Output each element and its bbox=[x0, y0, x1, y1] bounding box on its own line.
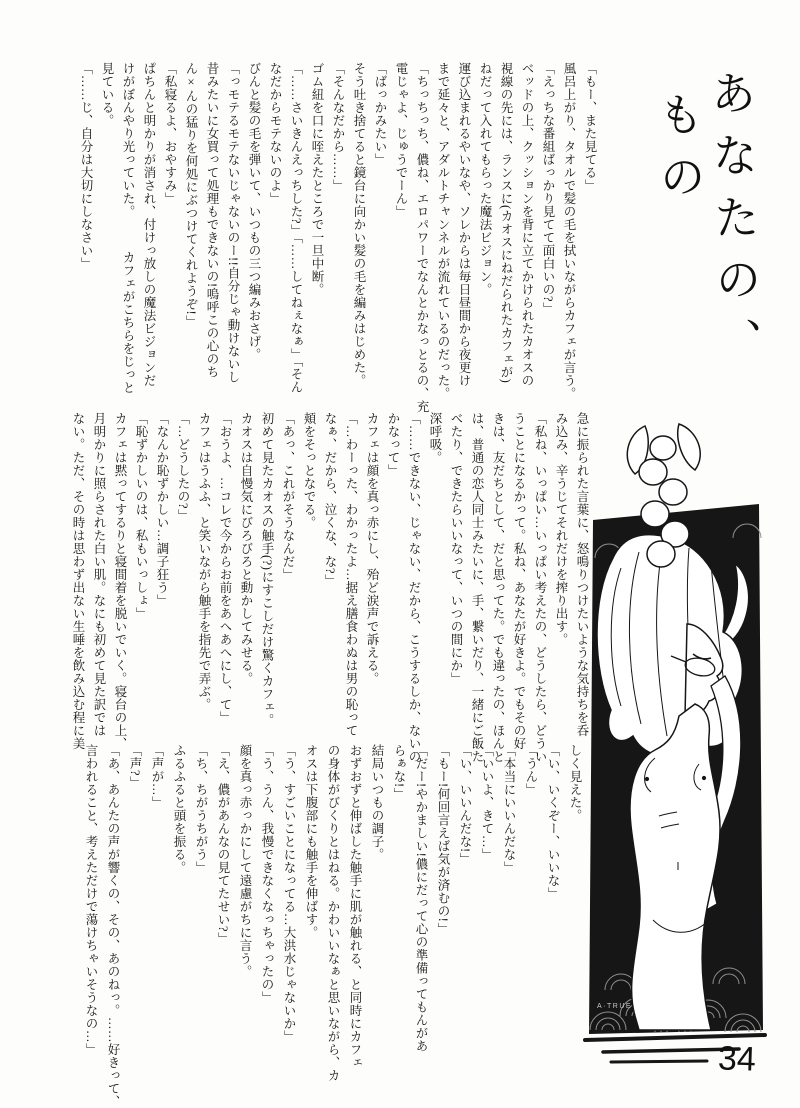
text-column: おずおずと伸ばした触手に肌が触れる、と同時にカフェ bbox=[348, 744, 362, 1069]
text-column: しく見えた。 bbox=[568, 744, 582, 822]
text-column: 見ている。 bbox=[100, 62, 114, 127]
text-column: 「あっ、これがそうなんだ」 bbox=[281, 412, 295, 581]
artist-signature: A·TRUE bbox=[597, 1003, 633, 1010]
text-column: べたり、できたらいいなって、いつの間にか」 bbox=[449, 412, 463, 685]
text-column: かなって」 bbox=[386, 412, 400, 477]
title-line-2: もの bbox=[651, 90, 707, 216]
text-column: 初めて見たカオスの触手(?)にすこしだけ驚くカフェ。 bbox=[260, 412, 274, 727]
text-column: み込み、辛うじてそれだけを搾り出す。 bbox=[554, 412, 568, 646]
text-column: 「私ね、いっぱい…いっぱい考えたの、どうしたら、どうい bbox=[533, 412, 547, 763]
text-column: ん×んの猛りを何処にぶつけてくれようぞ!」 bbox=[184, 62, 198, 329]
text-column: ない。ただ、その時は思わず出ない生唾を飲み込む程に美 bbox=[71, 412, 85, 750]
text-column: 「いいよ、きて…」 bbox=[480, 744, 494, 861]
text-column: きは、友だちとして、だと思ってた。でも違ったの、ほんと bbox=[491, 412, 505, 763]
text-block-top bbox=[75, 62, 600, 414]
text-column: 「恥ずかしいのは、私もいっしょ」 bbox=[134, 412, 148, 620]
text-column: ねだって入れてもらった魔法ビジョン。 bbox=[478, 62, 492, 296]
text-column: 「もー!何回言えば気が済むの!」 bbox=[436, 744, 450, 936]
title-line-1: あなたの、 bbox=[703, 68, 765, 380]
text-column: まで延々と、アダルトチャンネルが流れているのだった。 bbox=[436, 62, 450, 400]
text-column: 風呂上がり、タオルで髪の毛を拭いながらカフェが言う。 bbox=[562, 62, 576, 400]
text-column: オスは下腹部にも触手を伸ばす。 bbox=[304, 744, 318, 939]
text-column: 「なんか恥ずかしい…調子狂う」 bbox=[155, 412, 169, 607]
text-column: カフェは黙ってするりと寝間着を脱いでいく。寝台の上、 bbox=[113, 412, 127, 750]
text-column: ふるふると頭を振る。 bbox=[172, 744, 186, 874]
text-block-bottom bbox=[80, 744, 586, 1108]
text-column: 頬をそっとなでる。 bbox=[302, 412, 316, 529]
text-column: 顔を真っ赤っかにして遠慮がちに言う。 bbox=[238, 744, 252, 978]
text-column: 視線の先には、ランスに(カオスにねだられたカフェが) bbox=[499, 62, 513, 384]
page-number: 34 bbox=[717, 1039, 757, 1079]
text-column: うことになるかって。私ね、あなたが好きよ。でもその好 bbox=[512, 412, 526, 750]
text-column: らぁな!」 bbox=[392, 744, 406, 801]
text-column: 「……じ、自分は大切にしなさい」 bbox=[79, 62, 93, 270]
text-column: カフェはうふふ、と笑いながら触手を指先で弄ぶ。 bbox=[197, 412, 211, 711]
text-column: 月明かりに照らされた白い肌。なにも初めて見た訳では bbox=[92, 412, 106, 737]
text-column: 電じゃよ、じゅうでーん」 bbox=[394, 62, 408, 218]
text-column: 急に振られた言葉に、怒鳴りつけたいような気持ちを呑 bbox=[575, 412, 589, 737]
text-column: 「声?」 bbox=[128, 744, 142, 790]
text-block-middle bbox=[67, 412, 592, 763]
text-column: ゴム紐を口に咥えたところで一旦中断。 bbox=[310, 62, 324, 296]
text-column: そう吐き捨てると鏡台に向かい髪の毛を編みはじめた。 bbox=[352, 62, 366, 387]
text-column: 「本当にいいんだな」 bbox=[502, 744, 516, 874]
text-column: 「う、うん、我慢できなくなっちゃったの」 bbox=[260, 744, 274, 1004]
text-column: の身体がびくりとはねる。かわいいなぁと思いながら、カ bbox=[326, 744, 340, 1082]
text-column: ベッドの上、クッションを背に立てかけられたカオスの bbox=[520, 62, 534, 387]
text-column: 「…わーった、わかったよ…据え膳食わぬは男の恥って bbox=[344, 412, 358, 737]
text-column: 「おうよ、…コレで今からお前をあへあへにし、て」 bbox=[218, 412, 232, 724]
text-column: 「私寝るよ、おやすみ」 bbox=[163, 62, 177, 205]
text-column: カフェは顔を真っ赤にし、殆ど涙声で訴える。 bbox=[365, 412, 379, 685]
text-column: 「えっちな番組ばっかり見てて面白いの?」 bbox=[541, 62, 555, 316]
text-column: 言われること、考えただけで蕩けちゃいそうなの…」 bbox=[84, 744, 98, 1056]
character-illustration bbox=[583, 418, 767, 1068]
text-column: 「あ、あんたの声が響くの、その、あのねっ。……好きって、 bbox=[106, 744, 120, 1108]
text-column: 深呼吸。 bbox=[428, 412, 442, 464]
text-column: 「うん」 bbox=[524, 744, 538, 796]
text-column: 「そんなだから……」 bbox=[331, 62, 345, 192]
text-column: 「っモテるモテないじゃないのー!!自分じゃ動けないし bbox=[226, 62, 240, 384]
text-column: なぁ、だから、泣くな、な?」 bbox=[323, 412, 337, 588]
text-column: カオスは自慢気にびろびろと動かしてみせる。 bbox=[239, 412, 253, 685]
text-column: 昔みたいに女買って処理もできないの!嗚呼この心のち bbox=[205, 62, 219, 379]
page-title bbox=[652, 69, 766, 382]
text-column: 運び込まれるやいなや、ソレからは毎日昼間から夜更け bbox=[457, 62, 471, 387]
text-column: 「い、いくぞー、いいな」 bbox=[546, 744, 560, 900]
text-column: 「う、すごいことになってる…大洪水じゃないか」 bbox=[282, 744, 296, 1043]
text-column: 「声が…」 bbox=[150, 744, 164, 809]
text-column: 「だー!やかましい!儂にだって心の準備ってもんがあ bbox=[414, 744, 428, 1053]
text-column: 「……できない、じゃない、だから、こうするしか、ないの bbox=[407, 412, 421, 763]
text-column: 結局いつもの調子。 bbox=[370, 744, 384, 861]
text-column: 「ばっかみたい」 bbox=[373, 62, 387, 166]
text-column: 「ちっちっち、儂ね、エロパワーでなんとかなっとるの、充 bbox=[415, 62, 429, 413]
text-column: けがぼんやり光っていた。 カフェがこちらをじっと bbox=[121, 62, 135, 394]
text-column: びんと髪の毛を弾いて、いつもの三つ編みおさげ。 bbox=[247, 62, 261, 361]
text-column: ぱちんと明かりが消され、付けっ放しの魔法ビジョンだ bbox=[142, 62, 156, 387]
text-column: 「え、儂があんなの見てたせい?」 bbox=[216, 744, 230, 946]
text-column: 「ち、ちがうちがう」 bbox=[194, 744, 208, 874]
text-column: 「もー、また見てる」 bbox=[583, 62, 597, 192]
text-column: 「……さいきんえっちした?」「……してねぇなぁ」「そん bbox=[289, 62, 303, 394]
text-column: 「…どうしたの?」 bbox=[176, 412, 190, 523]
text-column: 「い、いいんだな!」 bbox=[458, 744, 472, 866]
text-column: なだからモテないのよ」 bbox=[268, 62, 282, 205]
text-column: は、普通の恋人同士みたいに、手、繋いだり、一緒にご飯た bbox=[470, 412, 484, 763]
